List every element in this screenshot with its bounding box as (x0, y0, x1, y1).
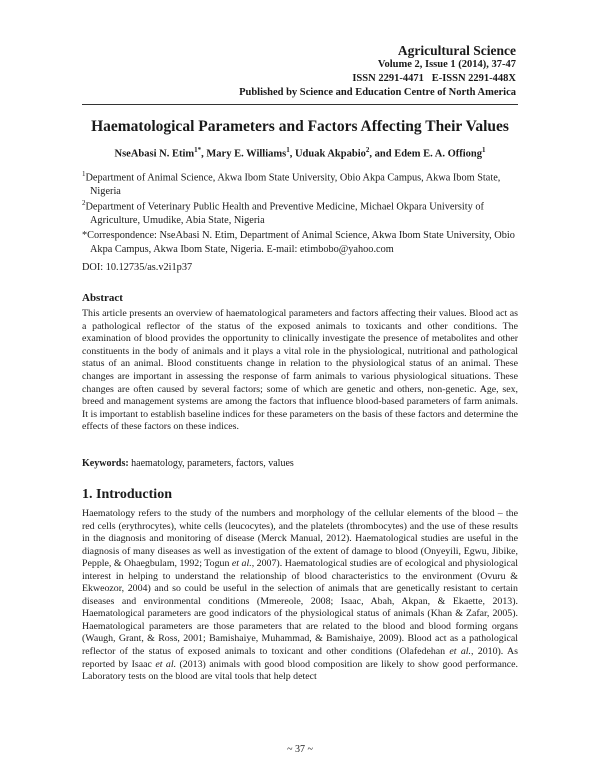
volume-line: Volume 2, Issue 1 (2014), 37-47 (377, 59, 516, 70)
intro-segment-italic: et al. (155, 658, 177, 670)
affiliation-1 (82, 168, 526, 198)
author-separator: , and (369, 148, 395, 160)
doi: DOI: 10.12735/as.v2i1p37 (82, 262, 193, 273)
affiliation-sup: 1 (82, 170, 86, 178)
author-sup: 1* (194, 146, 202, 154)
author-sup: 1 (286, 146, 290, 154)
intro-segment: (2013) animals with good blood composition are likely to show good performance. Laboratory tests on the blood are vital tools that help detect (82, 658, 518, 683)
abstract-heading: Abstract (82, 292, 123, 304)
author-name: Uduak Akpabio (294, 148, 366, 160)
abstract-text: This article presents an overview of haematological parameters and factors affecting their values. Blood act as a pathological reflector of the status of the exposed animals to toxicants and other conditions. The examination of blood provides the opportunity to clinically investigate the presence of metabolites and other constituents in the body of animals and it plays a vital role in the physiological, nutritional and pathological status of an animal. Blood constituents change in relation to the physiological status of an animal. These changes are important in assessing the response of farm animals to various physiological situations. These changes are often caused by several factors; some of which are genetic and others, non-genetic. Age, sex, breed and management systems are among the factors that influence blood-based parameters of farm animals. It is important to establish baseline indices for these parameters on the basis of these factors and determine the effects of these factors on these indices. (82, 308, 519, 433)
page-number: ~ 37 ~ (287, 744, 313, 755)
author-separator: , (289, 148, 295, 160)
introduction-body (82, 508, 518, 684)
author-name: Mary E. Williams (206, 148, 287, 160)
author-list (82, 146, 518, 160)
intro-segment: , 2010). As reported by Isaac (82, 646, 518, 670)
intro-segment: , 2007). Haematological studies are of ecological and physiological interest in helping to understand the relationship of blood characteristics to the environment (Ovuru & Ekweozor, 2004) and so could be useful in the selection of animals that are genetically resistant to certain diseases and environmental conditions (Mmereole, 2008; Isaac, Abah, Akpan, & Ekaette, 2013). Haematological parameters are good indicators of the physiological status of animals (Khan & Zafar, 2005). Haematological parameters are those parameters that are related to the blood and blood forming organs (Waugh, Grant, & Ross, 2001; Bamishaiye, Muhammad, & Bamishaiye, 2009). Blood act as a pathological reflector of the status of exposed animals to toxicant and other conditions (Olafedehan (82, 558, 519, 658)
intro-segment: Haematology refers to the study of the numbers and morphology of the cellular elements of the blood – the red cells (erythrocytes), white cells (leucocytes), and the platelets (thrombocytes) and the use of these results in the diagnosis and monitoring of disease (Merck Manual, 2012). Haematological studies are useful in the diagnosis of many diseases as well as investigation of the extent of damage to blood (Onyeyili, Egwu, Jibike, Pepple, & Ohaegbulam, 1992; Togun (82, 508, 518, 570)
intro-segment-italic: et al. (231, 558, 252, 570)
intro-segment-italic: et al. (449, 646, 471, 658)
publisher-line: Published by Science and Education Centre of North America (239, 87, 516, 98)
journal-header (239, 44, 516, 100)
section-heading-introduction: 1. Introduction (82, 487, 172, 502)
author-name: Edem E. A. Offiong (394, 148, 482, 160)
affiliation-sup: 2 (82, 199, 86, 207)
keywords-text: haematology, parameters, factors, values (128, 458, 294, 469)
affiliation-2 (82, 197, 526, 227)
header-divider (82, 104, 518, 105)
author-sup: 1 (482, 146, 486, 154)
issn-line: ISSN 2291-4471 E-ISSN 2291-448X (352, 73, 516, 84)
correspondence: *Correspondence: NseAbasi N. Etim, Department of Animal Science, Akwa Ibom State University, Obio Akpa Campus, Akwa Ibom State, Nigeria. E-mail: etimbobo@yahoo.com (82, 230, 515, 255)
affiliation-text: Department of Animal Science, Akwa Ibom State University, Obio Akpa Campus, Akwa Ibom State, Nigeria (85, 172, 501, 197)
keywords (82, 458, 294, 469)
affiliation-text: Department of Veterinary Public Health and Preventive Medicine, Michael Okpara University of Agriculture, Umudike, Abia State, Nigeria (85, 201, 484, 226)
keywords-label: Keywords: (82, 458, 129, 469)
journal-name: Agricultural Science (397, 43, 516, 58)
author-sup: 2 (365, 146, 370, 154)
article-title: Haematological Parameters and Factors Affecting Their Values (91, 118, 509, 135)
author-separator: , (201, 148, 207, 160)
author-name: NseAbasi N. Etim (114, 148, 195, 160)
